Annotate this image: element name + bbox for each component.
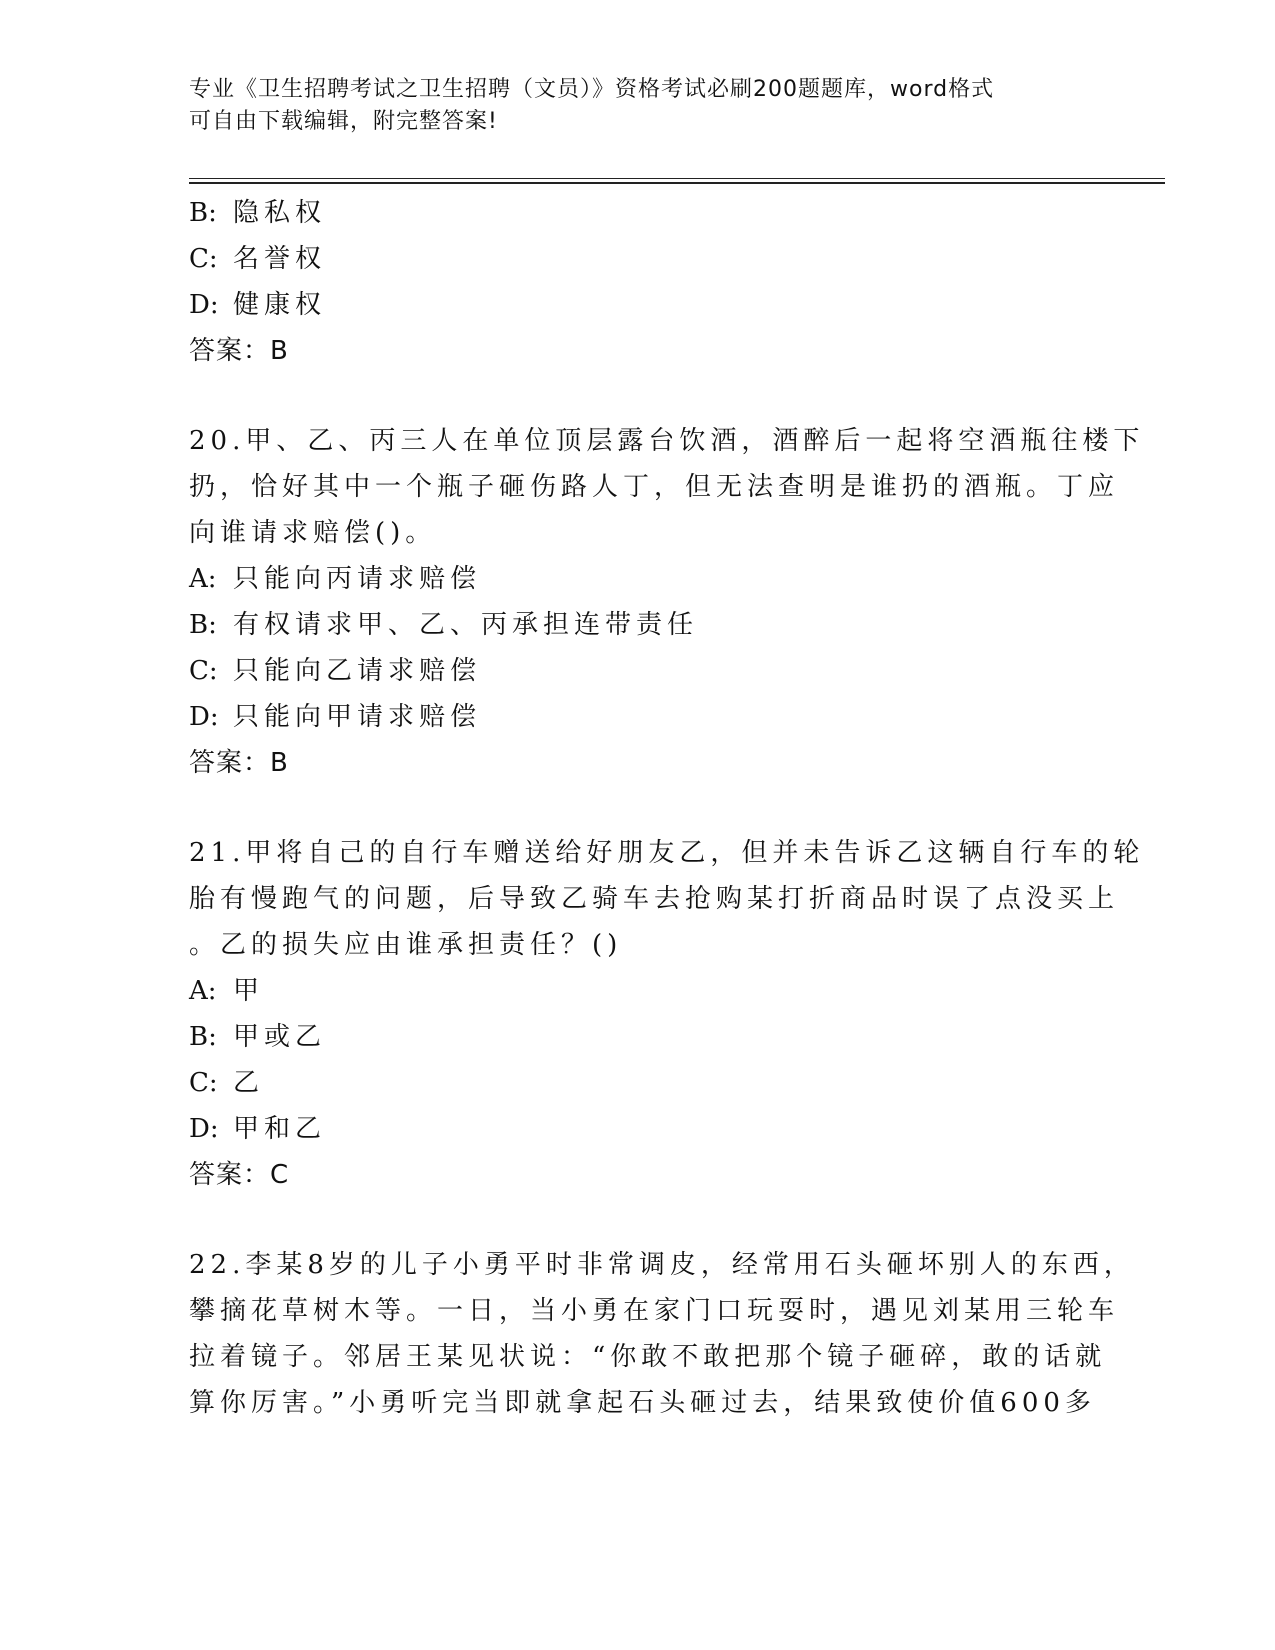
question-stem-line: 攀摘花草树木等。一日，当小勇在家门口玩耍时，遇见刘某用三轮车 bbox=[189, 1296, 1120, 1326]
question-stem-line: 胎有慢跑气的问题，后导致乙骑车去抢购某打折商品时误了点没买上 bbox=[189, 884, 1120, 914]
question-stem-line: 22.李某8岁的儿子小勇平时非常调皮，经常用石头砸坏别人的东西， bbox=[189, 1250, 1135, 1280]
question-stem-line: 20.甲、乙、丙三人在单位顶层露台饮酒，酒醉后一起将空酒瓶往楼下 bbox=[189, 426, 1145, 456]
option-b bbox=[189, 190, 1089, 236]
header-rule-thin bbox=[189, 178, 1165, 179]
option-text: 甲 bbox=[233, 976, 265, 1006]
question-21 bbox=[189, 830, 1145, 1198]
option-letter: D: bbox=[189, 1114, 219, 1144]
question-stem-line: 。乙的损失应由谁承担责任？() bbox=[189, 930, 623, 960]
option-d bbox=[189, 1106, 1089, 1152]
option-letter: B: bbox=[189, 1022, 217, 1052]
option-c bbox=[189, 1060, 1089, 1106]
header-line-1: 专业《卫生招聘考试之卫生招聘（文员）》资格考试必刷200题题库，word格式 bbox=[189, 77, 995, 102]
question-spacer bbox=[189, 1198, 1089, 1242]
option-text: 乙 bbox=[233, 1068, 265, 1098]
option-text: 隐私权 bbox=[233, 198, 327, 228]
option-text: 只能向丙请求赔偿 bbox=[233, 564, 482, 594]
option-letter: B: bbox=[189, 610, 217, 640]
option-letter: A: bbox=[189, 976, 217, 1006]
answer-line: 答案：C bbox=[189, 1160, 290, 1190]
question-19-tail bbox=[189, 190, 1089, 374]
question-stem-line: 21.甲将自己的自行车赠送给好朋友乙，但并未告诉乙这辆自行车的轮 bbox=[189, 838, 1145, 868]
option-b bbox=[189, 1014, 1089, 1060]
option-letter: D: bbox=[189, 290, 219, 320]
header-rule-thick bbox=[189, 182, 1165, 184]
question-stem-line: 算你厉害。”小勇听完当即就拿起石头砸过去，结果致使价值600多 bbox=[189, 1388, 1096, 1418]
option-letter: D: bbox=[189, 702, 219, 732]
document-header bbox=[189, 74, 1089, 138]
option-a bbox=[189, 968, 1089, 1014]
option-letter: B: bbox=[189, 198, 217, 228]
option-text: 名誉权 bbox=[233, 244, 327, 274]
question-stem-line: 扔，恰好其中一个瓶子砸伤路人丁，但无法查明是谁扔的酒瓶。丁应 bbox=[189, 472, 1120, 502]
question-spacer bbox=[189, 374, 1089, 418]
option-letter: A: bbox=[189, 564, 217, 594]
option-b bbox=[189, 602, 1089, 648]
option-text: 甲或乙 bbox=[233, 1022, 327, 1052]
option-text: 只能向乙请求赔偿 bbox=[233, 656, 482, 686]
option-d bbox=[189, 282, 1089, 328]
option-letter: C: bbox=[189, 656, 218, 686]
question-22 bbox=[189, 1242, 1135, 1426]
question-stem-line: 向谁请求赔偿()。 bbox=[189, 518, 437, 548]
option-text: 只能向甲请求赔偿 bbox=[233, 702, 482, 732]
option-text: 甲和乙 bbox=[233, 1114, 327, 1144]
option-text: 有权请求甲、乙、丙承担连带责任 bbox=[233, 610, 699, 640]
answer-line: 答案：B bbox=[189, 336, 289, 366]
question-spacer bbox=[189, 786, 1089, 830]
document-body bbox=[189, 190, 1145, 1426]
option-c bbox=[189, 648, 1089, 694]
option-letter: C: bbox=[189, 1068, 218, 1098]
option-c bbox=[189, 236, 1089, 282]
header-line-2: 可自由下载编辑，附完整答案! bbox=[189, 109, 498, 134]
question-20 bbox=[189, 418, 1145, 786]
option-d bbox=[189, 694, 1089, 740]
question-stem-line: 拉着镜子。邻居王某见状说：“你敢不敢把那个镜子砸碎，敢的话就 bbox=[189, 1342, 1107, 1372]
option-text: 健康权 bbox=[233, 290, 327, 320]
answer-line: 答案：B bbox=[189, 748, 289, 778]
option-a bbox=[189, 556, 1089, 602]
option-letter: C: bbox=[189, 244, 218, 274]
